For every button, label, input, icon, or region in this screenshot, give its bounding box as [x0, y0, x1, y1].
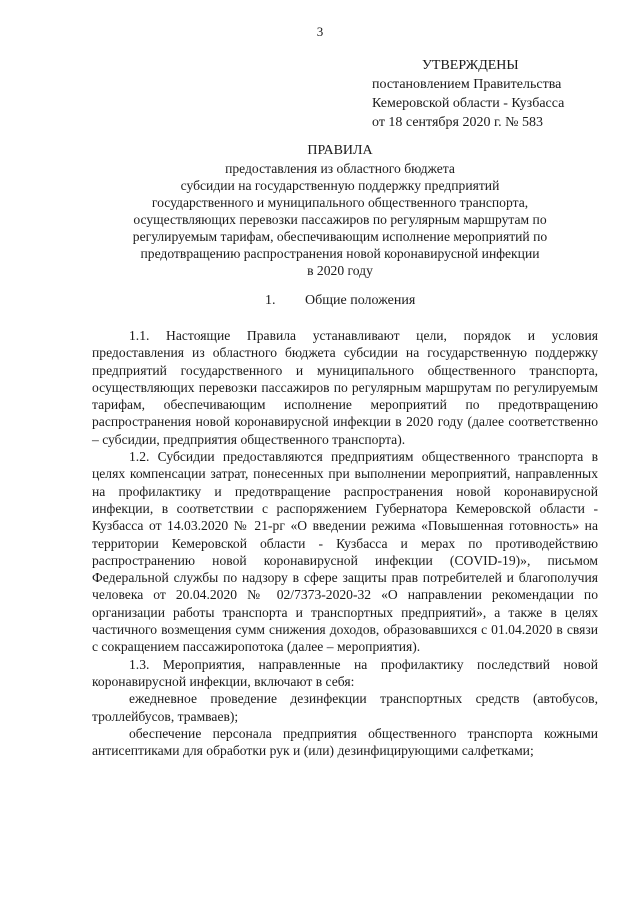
list-item-disinfection: ежедневное проведение дезинфекции транспортных средств (автобусов, троллейбусов, трамваев); — [92, 691, 598, 724]
approval-line: Кемеровской области - Кузбасса — [372, 96, 565, 111]
paragraph-1-1: 1.1. Настоящие Правила устанавливают цели, порядок и условия предоставления из областного бюджета субсидии на государственную поддержку предприятий государственного и муниципального общественного транспорта, осуществляющих перевозки пассажиров по регулярным маршрутам по регулируемым тарифам, обеспечивающим исполнение мероприятий по предотвращению распространения новой коронавирусной инфекции в 2020 году (далее соответственно – субсидии, предприятия общественного транспорта). — [92, 328, 598, 447]
subtitle-line: предотвращению распространения новой коронавирусной инфекции — [140, 246, 540, 261]
paragraph-1-3: 1.3. Мероприятия, направленные на профилактику последствий новой коронавирусной инфекции, включают в себя: — [92, 656, 598, 689]
approval-line: от 18 сентября 2020 г. № 583 — [372, 115, 543, 130]
section-title: Общие положения — [305, 293, 416, 308]
document-title: ПРАВИЛА — [307, 143, 373, 158]
approval-line: постановлением Правительства — [372, 77, 562, 92]
subtitle-line: регулируемым тарифам, обеспечивающим исполнение мероприятий по — [132, 229, 548, 244]
approval-block — [372, 56, 612, 132]
subtitle-line: субсидии на государственную поддержку предприятий — [180, 178, 500, 193]
section-number: 1. — [265, 293, 276, 308]
subtitle-line: государственного и муниципального общественного транспорта, — [151, 195, 529, 210]
list-item-antiseptics: обеспечение персонала предприятия общественного транспорта кожными антисептиками для обработки рук и (или) дезинфицирующими салфетками; — [92, 725, 598, 759]
subtitle-line: осуществляющих перевозки пассажиров по регулярным маршрутам по — [133, 212, 547, 227]
body-text — [92, 327, 598, 759]
approval-heading: УТВЕРЖДЕНЫ — [422, 58, 519, 73]
page-number: 3 — [316, 24, 324, 39]
paragraph-1-2: 1.2. Субсидии предоставляются предприятиям общественного транспорта в целях компенсации затрат, понесенных при выполнении мероприятий, направленных на профилактику и предотвращение распространения новой коронавирусной инфекции, в соответствии с распоряжением Губернатора Кемеровской области - Кузбасса от 14.03.2020 № 21-рг «О введении режима «Повышенная готовность» на территории Кемеровской области - Кузбасса и мерах по противодействию распространению новой коронавирусной инфекции (COVID-19)», письмом Федеральной службы по надзору в сфере защиты прав потребителей и благополучия человека от 20.04.2020 № 02/7373-2020-32 «О направлении рекомендации по организации работы транспорта и транспортных предприятий», а также в целях частичного возмещения сумм снижения доходов, образовавшихся с 01.04.2020 в связи с сокращением пассажиропотока (далее – мероприятия). — [92, 449, 598, 655]
document-subtitle — [70, 160, 610, 279]
subtitle-line: в 2020 году — [307, 263, 373, 278]
subtitle-line: предоставления из областного бюджета — [225, 161, 455, 176]
section-heading — [265, 293, 415, 309]
